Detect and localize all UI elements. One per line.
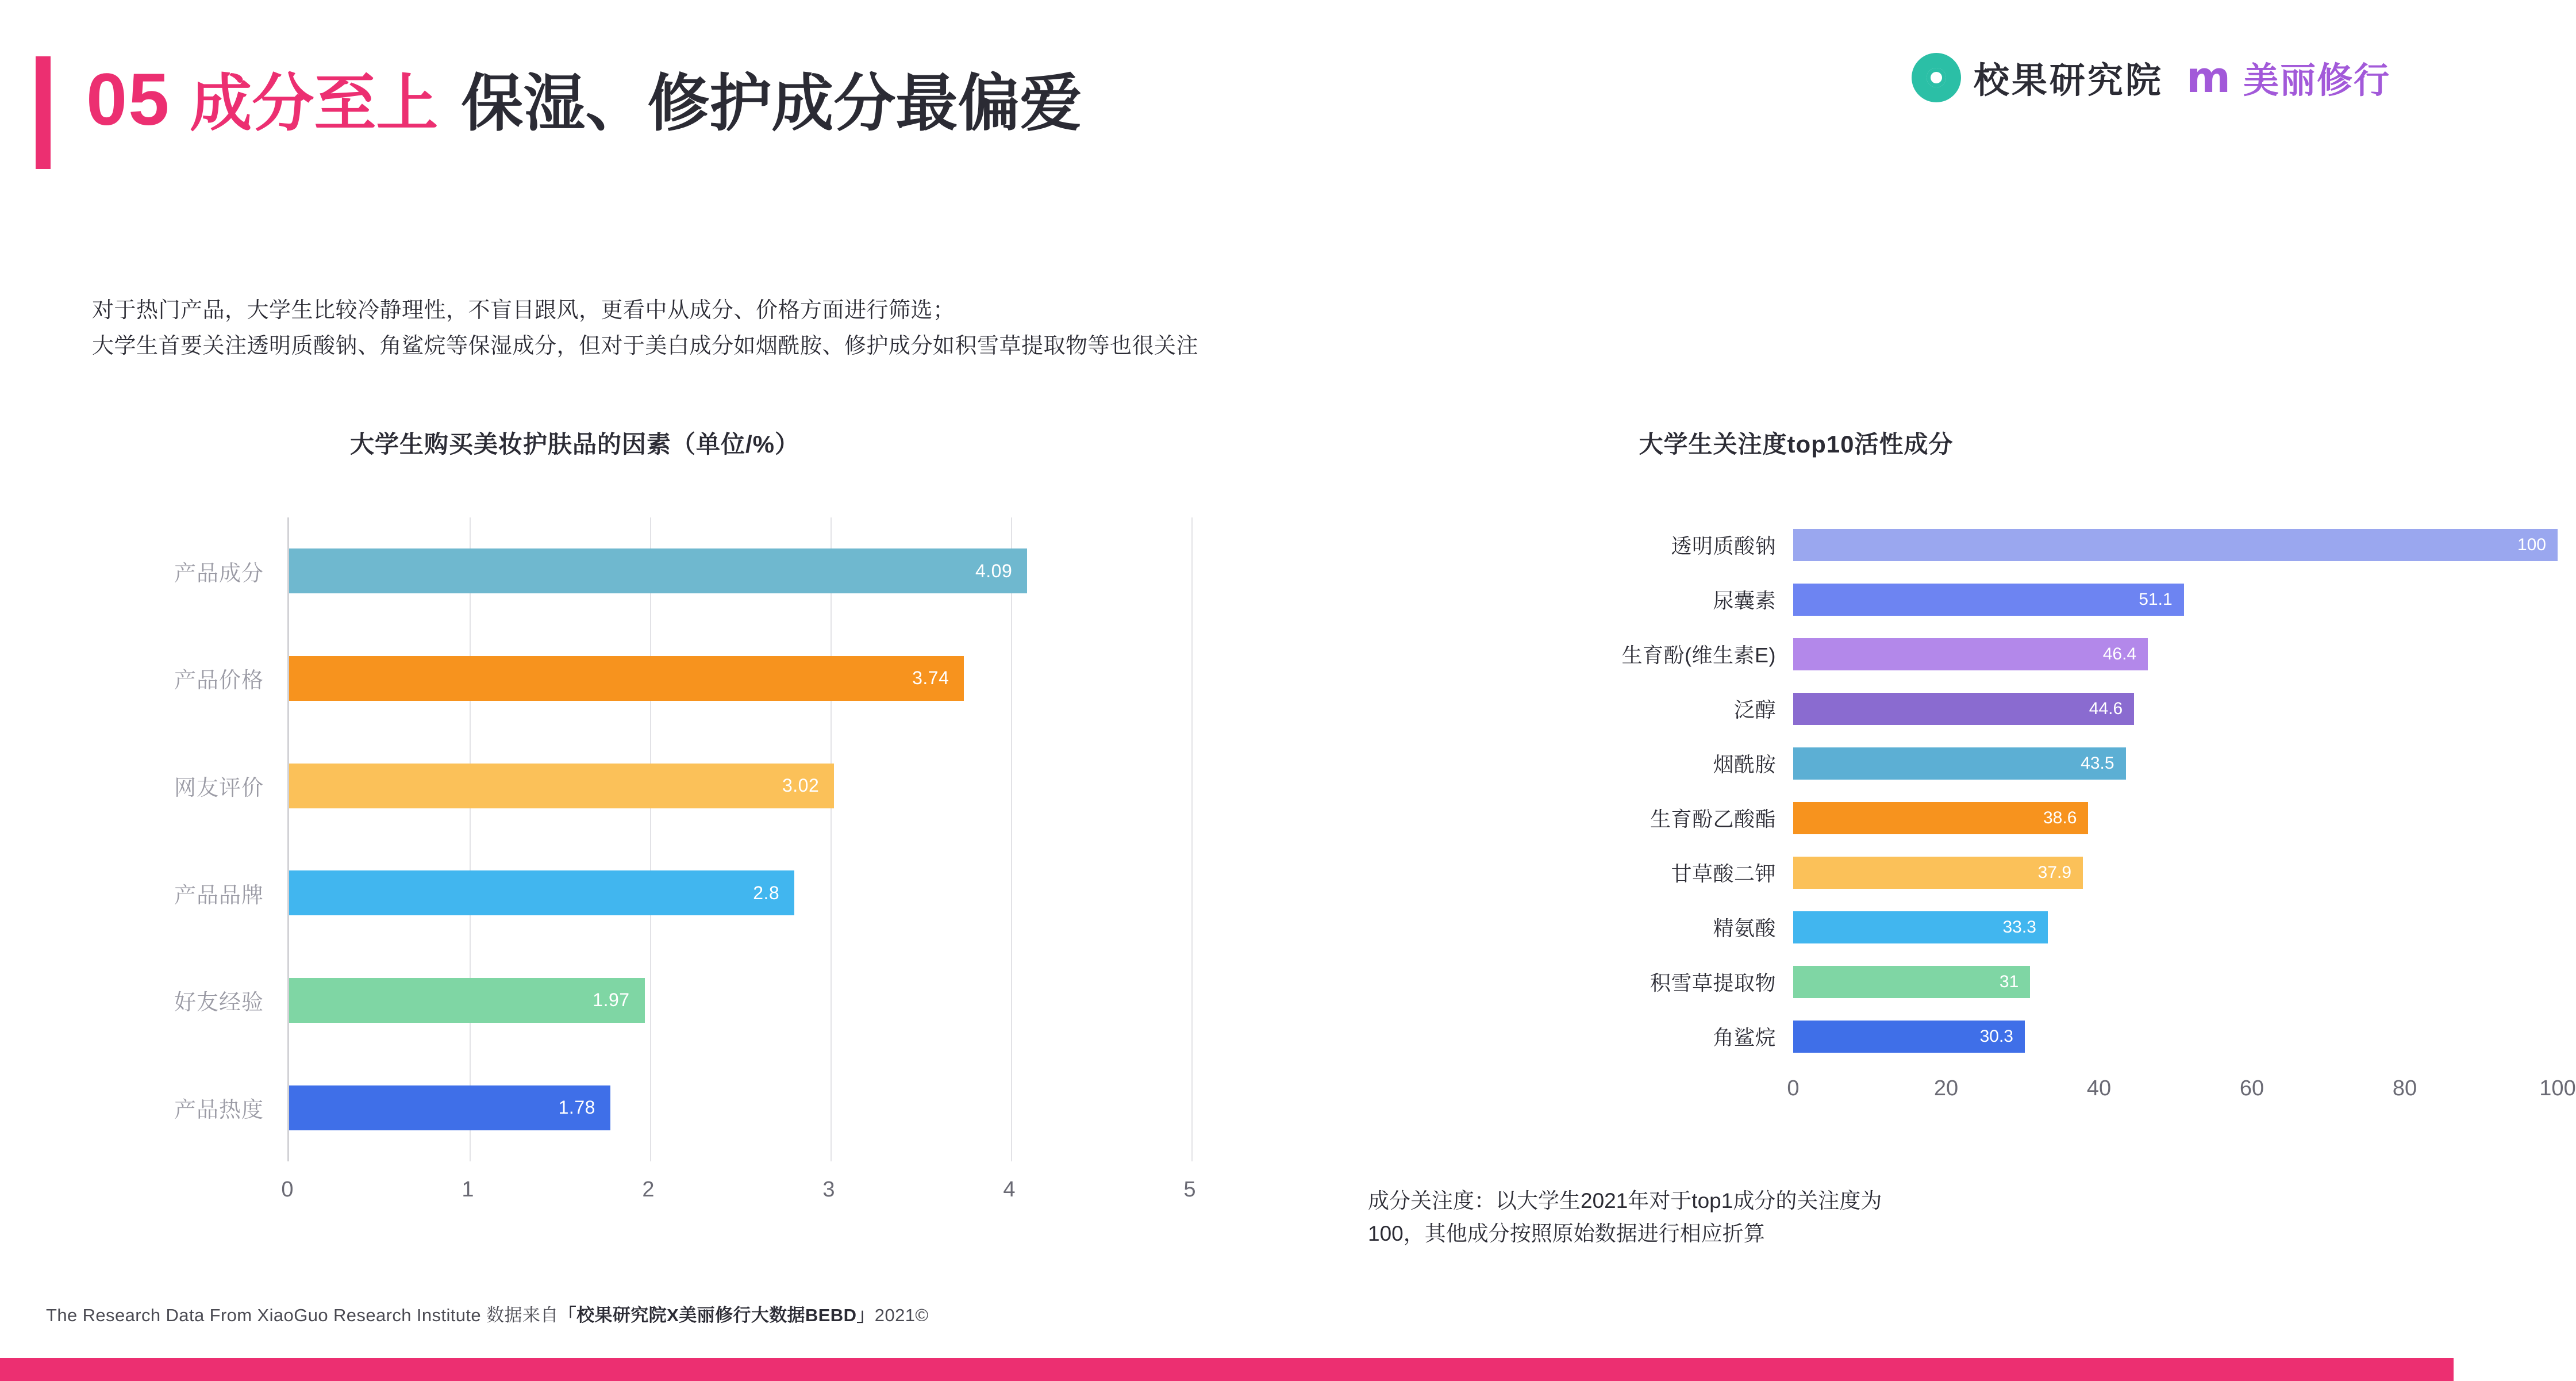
bar-category-label: 生育酚乙酸酯 (1650, 807, 1776, 831)
section-title-main: 保湿、修护成分最偏爱 (461, 68, 1082, 138)
bar-value-label: 38.6 (2043, 808, 2077, 827)
bar-value-label: 1.97 (593, 989, 630, 1011)
bar-row (1713, 1009, 2558, 1064)
bar-category-label: 网友评价 (174, 776, 264, 801)
bar-category-label: 生育酚(维生素E) (1621, 643, 1776, 667)
bar (1793, 529, 2558, 561)
xiaoguo-logo-label: 校果研究院 (1973, 61, 2163, 101)
meilixiuxing-logo-label: 美丽修行 (2243, 61, 2390, 101)
chart-right-plot-area (1621, 517, 2558, 1064)
bar-category-label: 产品价格 (174, 669, 264, 693)
x-axis-tick-label: 3 (822, 1177, 835, 1202)
note-line-1: 成分关注度：以大学生2021年对于top1成分的关注度为 (1368, 1189, 1882, 1213)
footer-text-bold: 「校果研究院X美丽修行大数据BEBD」 (558, 1305, 875, 1325)
bar-row (1713, 572, 2558, 627)
bar-category-label: 角鲨烷 (1713, 1026, 1776, 1049)
bar-value-label: 51.1 (2139, 589, 2173, 609)
bar-category-label: 泛醇 (1733, 698, 1776, 722)
bar-row (174, 1054, 1191, 1161)
bar (1793, 857, 2083, 889)
bar (1793, 802, 2088, 834)
bar-value-label: 33.3 (2002, 917, 2036, 937)
bar-value-label: 4.09 (975, 560, 1013, 581)
page-title (86, 59, 1082, 141)
bar (289, 548, 1027, 593)
x-axis-tick-label: 20 (1933, 1076, 1959, 1100)
bar (289, 1085, 610, 1130)
bar-row (1671, 845, 2558, 900)
bar-row (1733, 681, 2558, 736)
x-axis-tick-label: 2 (642, 1177, 655, 1202)
x-axis-tick-label: 1 (462, 1177, 474, 1202)
bar-value-label: 2.8 (753, 882, 780, 903)
grid-line (1191, 517, 1193, 1161)
footer-source (46, 1301, 929, 1326)
bar-category-label: 烟酰胺 (1713, 753, 1776, 776)
bar-category-label: 产品成分 (174, 561, 264, 586)
chart-right-title: 大学生关注度top10活性成分 (1639, 431, 1954, 458)
section-title-highlight: 成分至上 (190, 68, 439, 138)
lead-line-1: 对于热门产品，大学生比较冷静理性，不盲目跟风，更看中从成分、价格方面进行筛选； (92, 298, 955, 323)
note-line-2: 100，其他成分按照原始数据进行相应折算 (1368, 1222, 1765, 1246)
bar (1793, 693, 2134, 725)
bar-category-label: 尿囊素 (1713, 589, 1776, 612)
footer-text-after: 2021© (874, 1305, 929, 1325)
brand-logos (1912, 52, 2390, 103)
bar-category-label: 精氨酸 (1713, 916, 1776, 940)
bar-category-label: 透明质酸钠 (1671, 534, 1776, 558)
chart-purchase-factors (34, 425, 1218, 1219)
meilixiuxing-m-icon: m (2186, 52, 2231, 102)
x-axis-tick-label: 100 (2539, 1076, 2576, 1100)
bar-row (1713, 736, 2558, 791)
bar-row (174, 947, 1191, 1054)
bar-category-label: 产品热度 (174, 1098, 264, 1123)
x-axis-tick-label: 5 (1183, 1177, 1196, 1202)
bar-row (1650, 954, 2558, 1009)
bar-row (174, 625, 1191, 732)
bar-value-label: 3.02 (782, 775, 820, 796)
bar-value-label: 44.6 (2089, 699, 2123, 718)
bar (1793, 747, 2126, 780)
footer-accent-bar (0, 1358, 2454, 1381)
bar (1793, 1021, 2025, 1053)
bar (289, 978, 645, 1023)
chart-right-note (1368, 1184, 2173, 1250)
bar (289, 656, 964, 701)
bar (1793, 584, 2184, 616)
bar-row (1650, 791, 2558, 845)
bar-row (174, 839, 1191, 947)
xiaoguo-logo-icon (1912, 53, 1961, 102)
bar-row (174, 517, 1191, 625)
x-axis-tick-label: 0 (281, 1177, 294, 1202)
bar-value-label: 46.4 (2102, 644, 2137, 663)
bar-value-label: 1.78 (558, 1097, 595, 1118)
bar-value-label: 100 (2517, 535, 2546, 554)
lead-line-2: 大学生首要关注透明质酸钠、角鲨烷等保湿成分，但对于美白成分如烟酰胺、修护成分如积雪草提取物等也很关注 (92, 333, 1199, 358)
lead-paragraph (92, 293, 1198, 364)
bar-value-label: 37.9 (2037, 862, 2072, 882)
chart-left-plot-area (174, 517, 1191, 1161)
bar-row (1713, 900, 2558, 954)
bar-category-label: 产品品牌 (174, 883, 264, 908)
bar (1793, 638, 2148, 670)
x-axis-tick-label: 60 (2239, 1076, 2264, 1100)
chart-top10-ingredients (1218, 425, 2576, 1161)
bar-value-label: 3.74 (912, 668, 949, 689)
bar-value-label: 43.5 (2081, 753, 2114, 773)
chart-right-x-axis (1787, 1064, 2576, 1110)
x-axis-tick-label: 4 (1003, 1177, 1016, 1202)
bar-value-label: 31 (1999, 972, 2019, 991)
x-axis-tick-label: 0 (1787, 1076, 1800, 1100)
bar-category-label: 甘草酸二钾 (1671, 862, 1776, 885)
bar (1793, 966, 2030, 998)
footer-text-before: The Research Data From XiaoGuo Research Institute 数据来自 (46, 1305, 559, 1325)
x-axis-tick-label: 80 (2392, 1076, 2417, 1100)
bar-category-label: 好友经验 (174, 991, 264, 1015)
chart-left-x-axis (281, 1161, 1196, 1213)
bar-category-label: 积雪草提取物 (1650, 971, 1776, 995)
bar-value-label: 30.3 (1979, 1026, 2013, 1046)
bar-row (1671, 517, 2558, 572)
title-accent-bar (36, 56, 51, 169)
bar-row (174, 732, 1191, 839)
bar (289, 764, 834, 808)
section-number: 05 (86, 59, 171, 141)
bar-row (1621, 627, 2558, 681)
x-axis-tick-label: 40 (2086, 1076, 2112, 1100)
bar (289, 870, 794, 915)
chart-left-title: 大学生购买美妆护肤品的因素（单位/%） (349, 431, 799, 458)
bar (1793, 911, 2048, 943)
